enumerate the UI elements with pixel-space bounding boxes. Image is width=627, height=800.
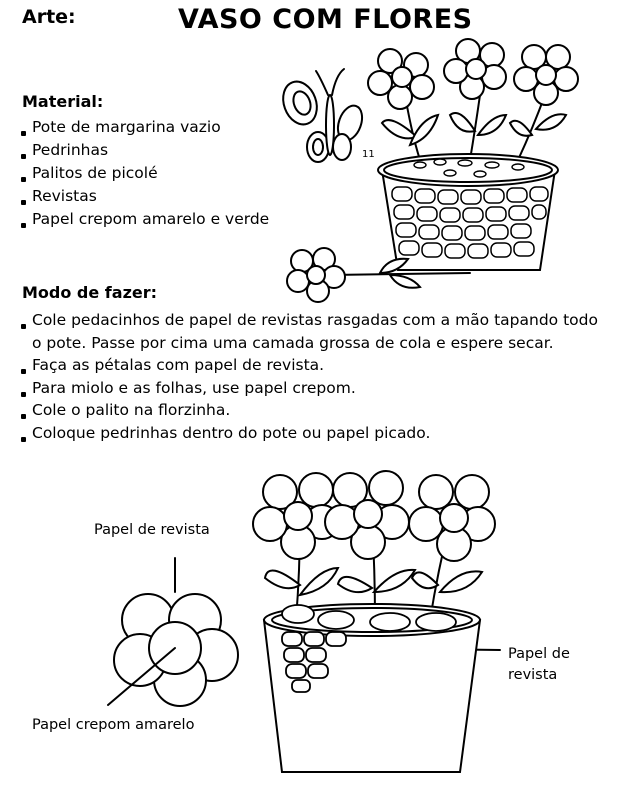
list-item: Palitos de picolé xyxy=(20,162,269,185)
steps-list xyxy=(20,309,620,444)
illustration-mark: 11 xyxy=(362,149,375,160)
list-item: Cole o palito na florzinha. xyxy=(20,399,620,422)
list-item: Revistas xyxy=(20,185,269,208)
page-title: VASO COM FLORES xyxy=(178,4,473,35)
step-text-cont: o pote. Passe por cima uma camada grossa de cola e espere secar. xyxy=(32,333,554,352)
label-center: Papel crepom amarelo xyxy=(32,717,195,733)
modo-heading: Modo de fazer: xyxy=(22,283,158,302)
subject-label: Arte: xyxy=(22,6,76,28)
flower-icon xyxy=(409,475,495,561)
flower-icon xyxy=(514,45,578,105)
flower-icon xyxy=(287,248,345,302)
flower-icon xyxy=(444,39,506,99)
list-item: Pote de margarina vazio xyxy=(20,116,269,139)
material-list xyxy=(20,116,269,231)
list-item: Faça as pétalas com papel de revista. xyxy=(20,354,620,377)
list-item: Para miolo e as folhas, use papel crepom. xyxy=(20,377,620,400)
step-text: Cole pedacinhos de papel de revistas rasgadas com a mão tapando todo xyxy=(32,311,598,329)
flower-detail-icon xyxy=(114,594,238,706)
label-pot xyxy=(508,644,570,686)
label-pot-line1: Papel de xyxy=(508,646,570,662)
pot-flowers-illustration xyxy=(270,35,600,305)
flower-icon xyxy=(368,49,434,109)
butterfly-icon xyxy=(277,69,366,162)
label-petals: Papel de revista xyxy=(94,522,210,538)
label-pot-line2: revista xyxy=(508,667,558,683)
pot-icon xyxy=(378,154,558,270)
list-item xyxy=(20,309,620,332)
step-continuation xyxy=(20,332,620,355)
material-heading: Material: xyxy=(22,92,104,111)
list-item: Coloque pedrinhas dentro do pote ou papel picado. xyxy=(20,422,620,445)
flower-icon xyxy=(325,471,409,559)
list-item: Papel crepom amarelo e verde xyxy=(20,208,269,231)
list-item: Pedrinhas xyxy=(20,139,269,162)
assembly-diagram xyxy=(0,460,627,795)
pot-icon xyxy=(264,604,480,772)
